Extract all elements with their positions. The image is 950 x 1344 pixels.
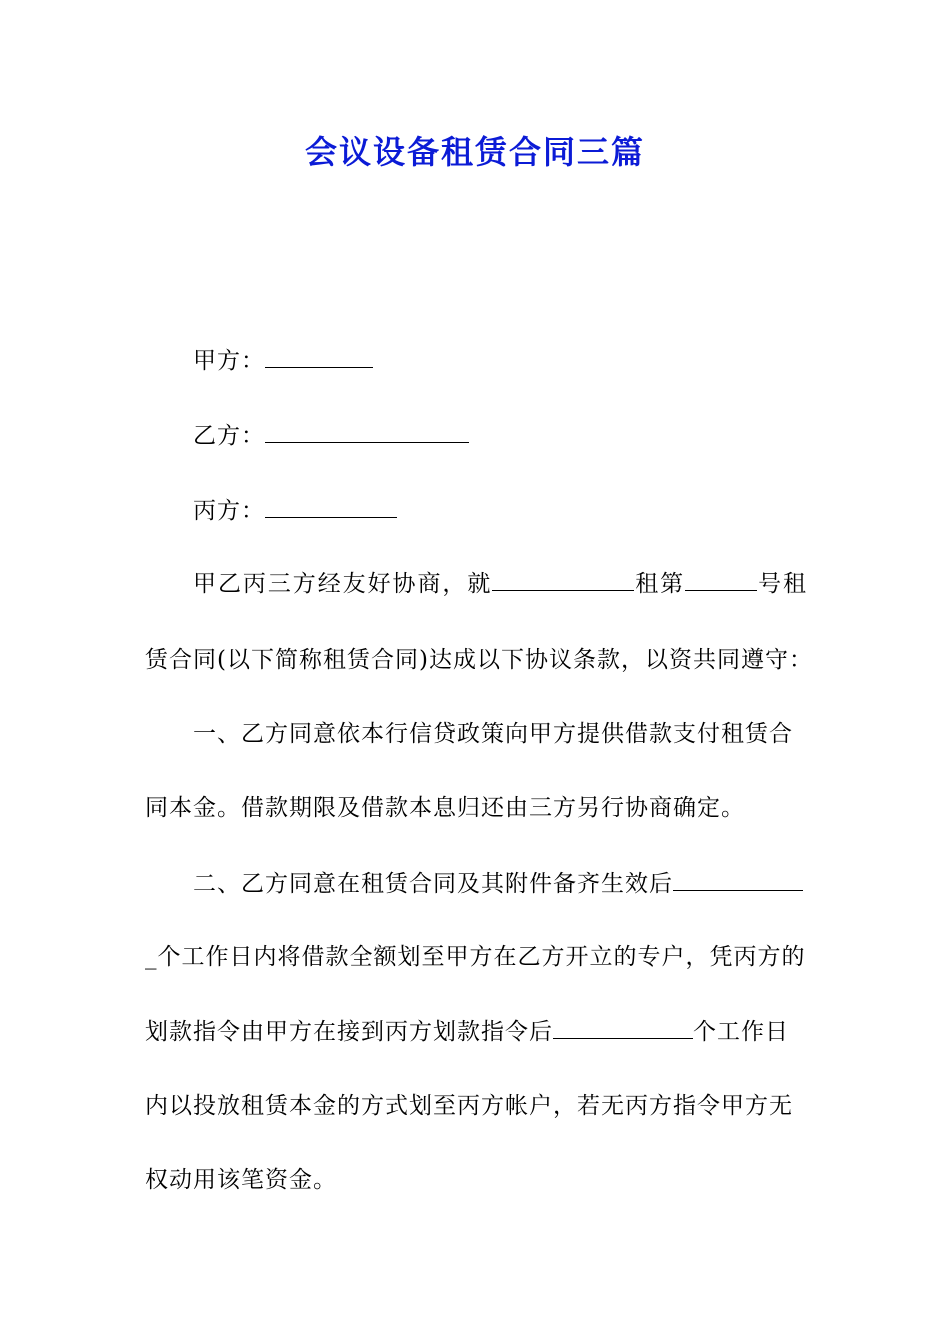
clause2-line-1 (193, 866, 807, 901)
intro-text-1: 甲乙丙三方经友好协商，就 (193, 571, 493, 597)
party-b-blank[interactable] (265, 418, 469, 443)
party-c-line (193, 493, 807, 528)
clause2-line-2 (145, 940, 807, 974)
intro-text-2: 租第 (634, 571, 686, 597)
intro-line-1 (193, 566, 807, 601)
party-c-blank[interactable] (265, 493, 397, 518)
clause2-text-1: 二、乙方同意在租赁合同及其附件备齐生效后 (193, 871, 673, 897)
clause2-line-4: 内以投放租赁本金的方式划至丙方帐户，若无丙方指令甲方无 (145, 1093, 793, 1119)
clause1-line-1: 一、乙方同意依本行信贷政策向甲方提供借款支付租赁合 (193, 721, 793, 747)
party-b-line (193, 418, 807, 453)
party-a-line (193, 343, 807, 378)
clause2-text-3b: 个工作日 (693, 1019, 789, 1045)
clause1-line-2: 同本金。借款期限及借款本息归还由三方另行协商确定。 (145, 795, 745, 821)
clause2-line-5: 权动用该笔资金。 (145, 1167, 337, 1193)
clause2-underscore: _ (145, 944, 158, 970)
working-days-blank-1[interactable] (673, 866, 803, 891)
party-c-label: 丙方： (193, 498, 265, 524)
party-a-blank[interactable] (265, 343, 373, 368)
working-days-blank-2[interactable] (553, 1014, 693, 1039)
clause2-line-3 (145, 1014, 807, 1049)
intro-line-2: 赁合同(以下简称租赁合同)达成以下协议条款，以资共同遵守： (145, 647, 813, 673)
party-b-label: 乙方： (193, 423, 265, 449)
document-title: 会议设备租赁合同三篇 (304, 133, 645, 171)
lease-blank[interactable] (492, 566, 634, 591)
contract-number-blank[interactable] (685, 566, 757, 591)
intro-text-3: 号租 (757, 571, 808, 597)
clause2-text-2: 个工作日内将借款全额划至甲方在乙方开立的专户，凭丙方的 (157, 944, 806, 970)
party-a-label: 甲方： (193, 348, 265, 374)
clause2-text-3a: 划款指令由甲方在接到丙方划款指令后 (145, 1019, 553, 1045)
